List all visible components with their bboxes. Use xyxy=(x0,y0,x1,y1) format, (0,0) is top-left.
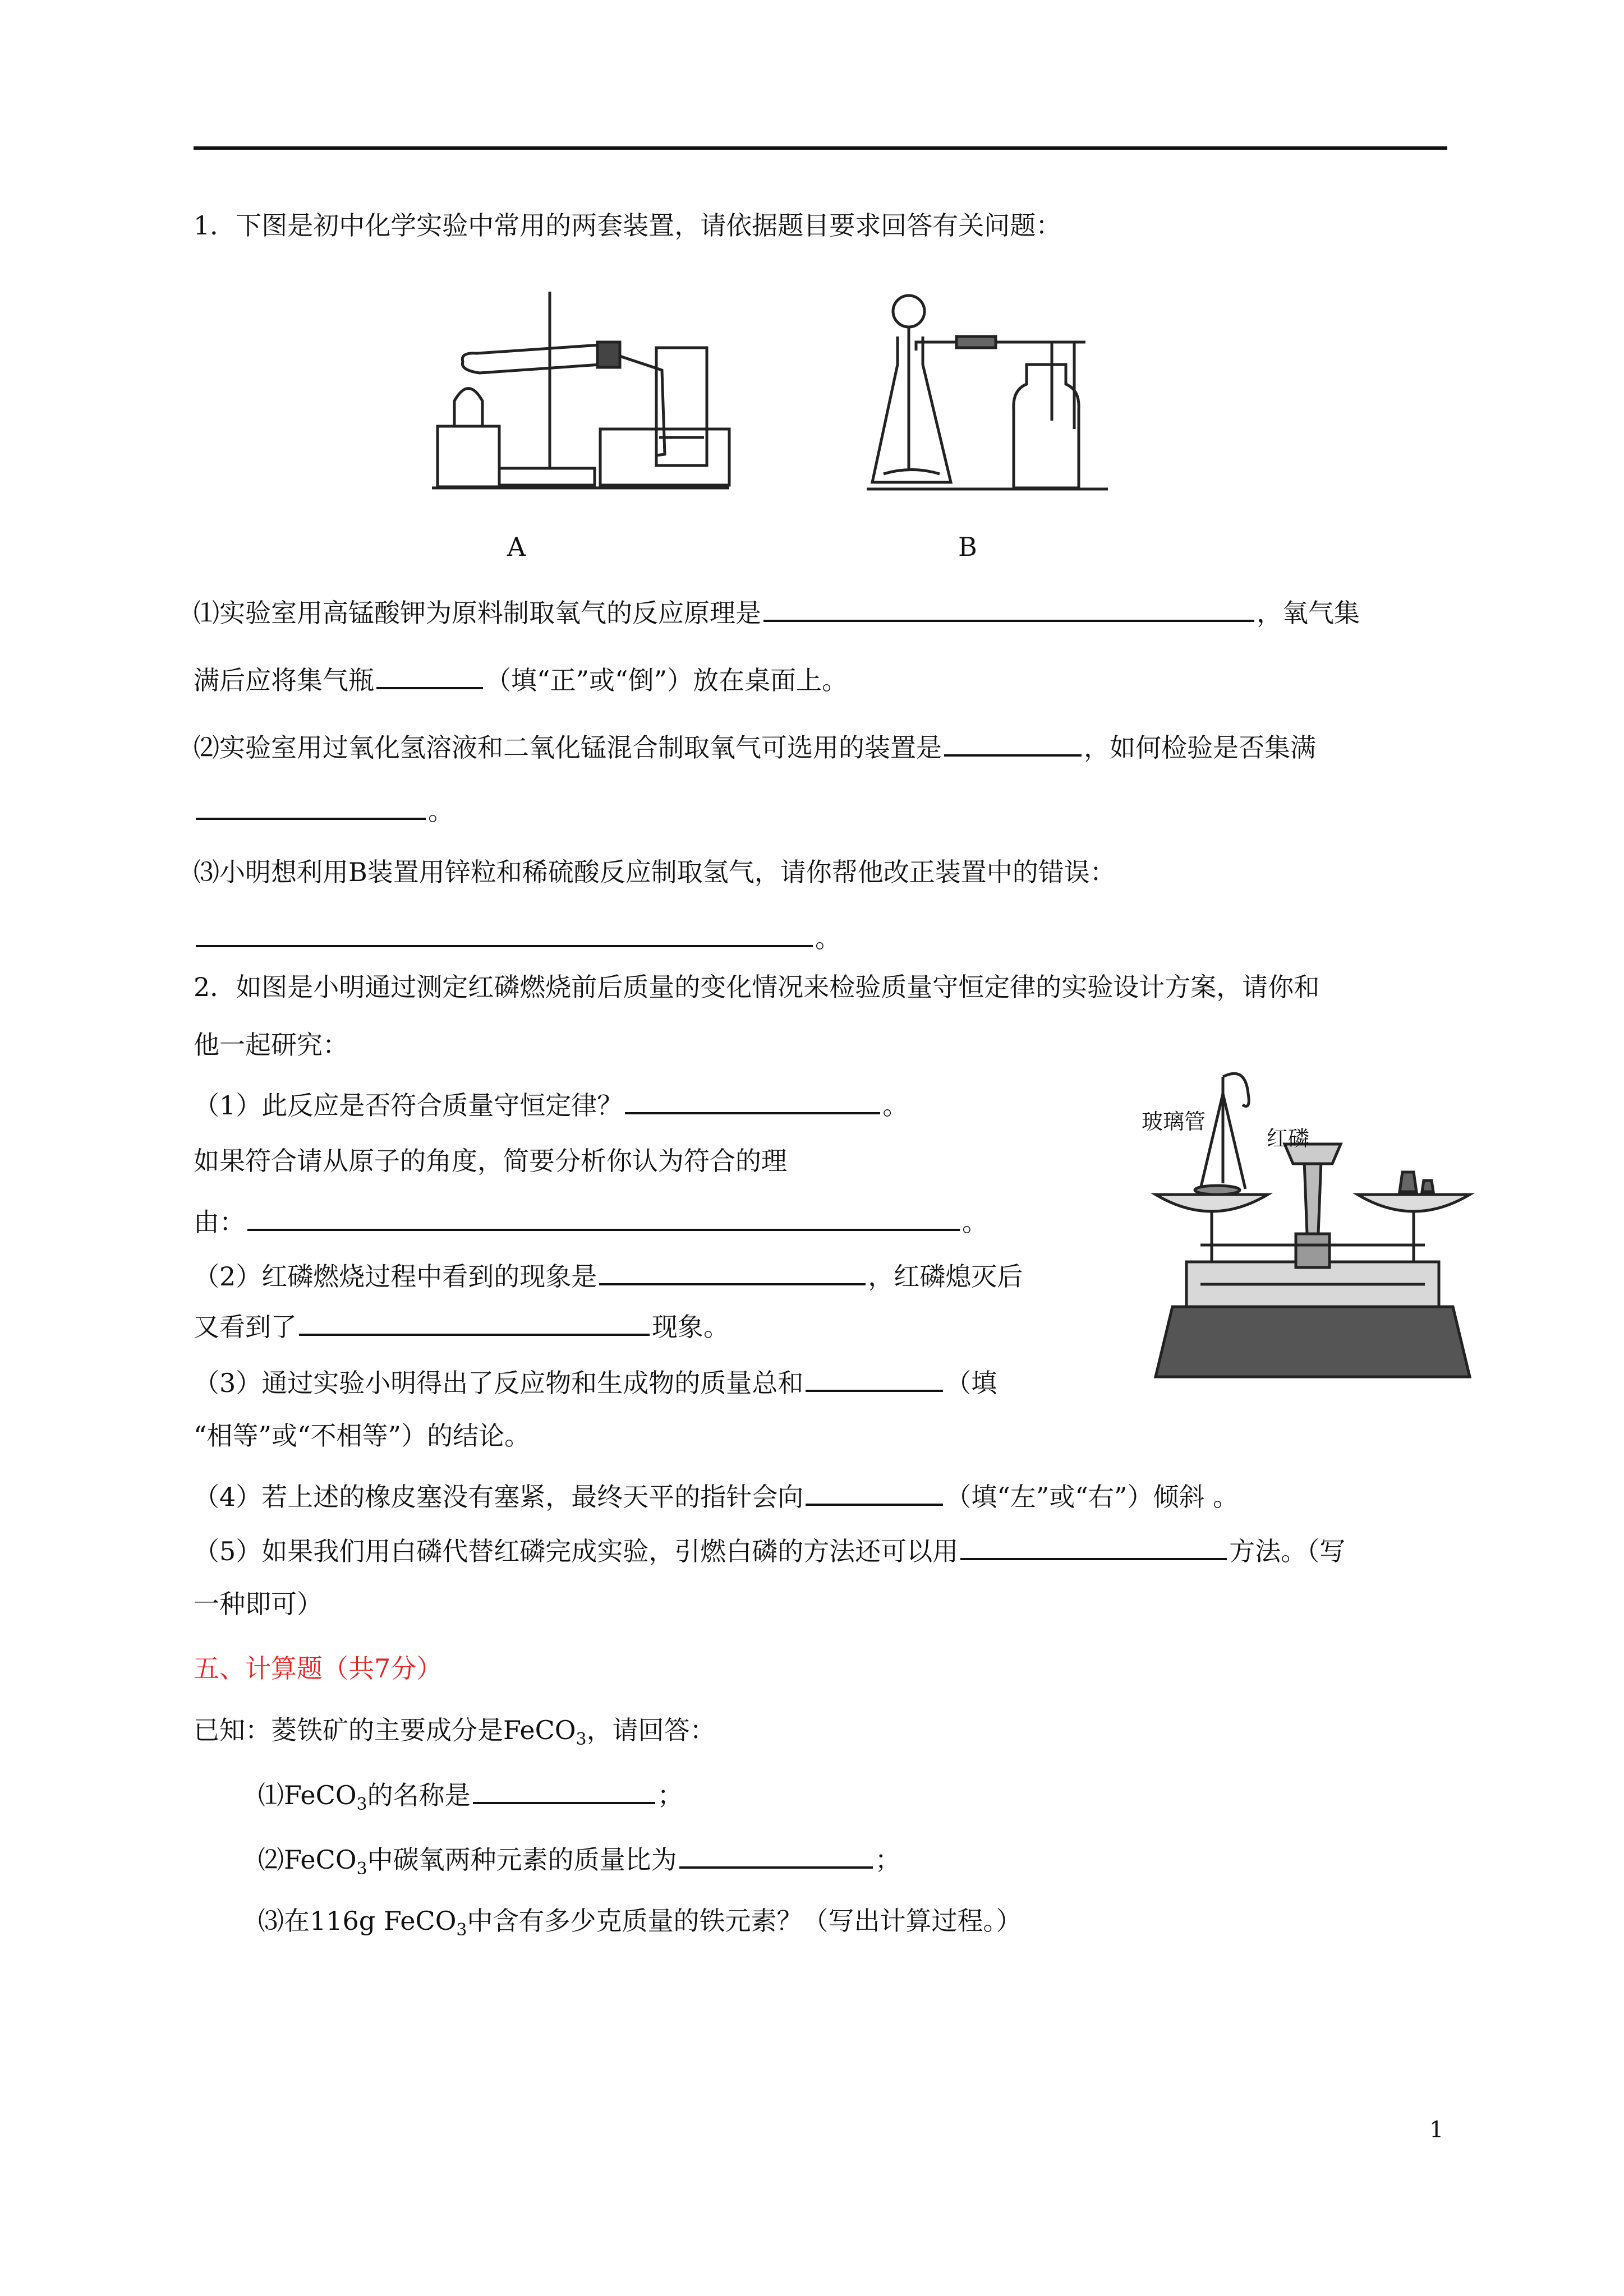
figure-a-label: A xyxy=(507,532,526,562)
q1-answer-blank-correction[interactable] xyxy=(196,918,813,947)
q2-sub1-line1: （1）此反应是否符合质量守恒定律？ 。 xyxy=(194,1085,908,1122)
apparatus-b-figure xyxy=(867,280,1114,494)
q2-sub4-line: （4）若上述的橡皮塞没有塞紧，最终天平的指针会向 （填“左”或“右”）倾斜 。 xyxy=(194,1477,1239,1514)
calc-answer-blank-mass-ratio[interactable] xyxy=(679,1839,873,1869)
section-heading: 五、计算题（共7分） xyxy=(194,1653,443,1684)
q2-answer-blank-pointer-direction[interactable] xyxy=(806,1477,943,1506)
q2-sub2-line2: 又看到了 现象。 xyxy=(194,1307,729,1344)
section5-intro: 已知：菱铁矿的主要成分是FeCO$_3$，请回答： xyxy=(194,1715,716,1749)
header-rule xyxy=(194,146,1447,150)
q2-sub3-line2: “相等”或“不相等”）的结论。 xyxy=(194,1421,531,1451)
q2-answer-blank-mass-equal[interactable] xyxy=(806,1363,943,1392)
q1-answer-blank-reaction[interactable] xyxy=(763,593,1254,622)
q2-sub5-line2: 一种即可） xyxy=(194,1589,323,1619)
q1-answer-blank-device[interactable] xyxy=(944,727,1082,757)
q2-sub2-line1: （2）红磷燃烧过程中看到的现象是 ，红磷熄灭后 xyxy=(194,1256,1023,1293)
q2-answer-blank-phenomenon-after[interactable] xyxy=(299,1307,650,1336)
label-red-phosphorus: 红磷 xyxy=(1267,1126,1310,1151)
q1-answer-blank-check-full[interactable] xyxy=(196,791,426,820)
section5-item3: ⑶在116g FeCO$_3$中含有多少克质量的铁元素？（写出计算过程。） xyxy=(258,1906,1022,1940)
calc-answer-blank-name[interactable] xyxy=(473,1775,655,1804)
figure-b-label: B xyxy=(958,532,977,562)
q2-sub5-line1: （5）如果我们用白磷代替红磷完成实验，引燃白磷的方法还可以用 方法。（写 xyxy=(194,1531,1345,1568)
q1-answer-blank-orientation[interactable] xyxy=(376,660,483,689)
q1-part2-line1: ⑵实验室用过氧化氢溶液和二氧化锰混合制取氧气可选用的装置是 ，如何检验是否集满 xyxy=(194,727,1316,764)
q1-stem: 1．下图是初中化学实验中常用的两套装置，请依据题目要求回答有关问题： xyxy=(194,210,1062,241)
q2-sub3-line1: （3）通过实验小明得出了反应物和生成物的质量总和 （填 xyxy=(194,1363,997,1400)
q2-sub1-line3: 由： 。 xyxy=(194,1202,988,1239)
section5-item1: ⑴FeCO$_3$的名称是 ； xyxy=(258,1775,683,1822)
label-glass-tube: 玻璃管 xyxy=(1142,1109,1206,1134)
q1-part1-line1: ⑴实验室用高锰酸钾为原料制取氧气的反应原理是 ，氧气集 xyxy=(194,593,1360,630)
q1-part2-line2: 。 xyxy=(194,791,454,828)
q2-answer-blank-phenomenon-burning[interactable] xyxy=(599,1256,866,1285)
q1-part3-line2: 。 xyxy=(194,918,841,955)
q2-stem-line1: 2．如图是小明通过测定红磷燃烧前后质量的变化情况来检验质量守恒定律的实验设计方案，请你和 xyxy=(194,972,1320,1002)
q1-part1-line2: 满后应将集气瓶 （填“正”或“倒”）放在桌面上。 xyxy=(194,660,848,697)
q2-answer-blank-ignite-method[interactable] xyxy=(960,1531,1227,1560)
q2-sub1-line2: 如果符合请从原子的角度，简要分析你认为符合的理 xyxy=(194,1146,787,1176)
q2-stem-line2: 他一起研究： xyxy=(194,1030,348,1060)
page-number: 1 xyxy=(1429,2117,1444,2143)
q1-part3-line1: ⑶小明想利用B装置用锌粒和稀硫酸反应制取氢气，请你帮他改正装置中的错误： xyxy=(194,857,1116,887)
q2-answer-blank-reason[interactable] xyxy=(247,1202,960,1231)
q2-answer-blank-conforms[interactable] xyxy=(625,1085,880,1114)
section5-item2: ⑵FeCO$_3$中碳氧两种元素的质量比为 ； xyxy=(258,1839,901,1886)
apparatus-a-figure xyxy=(432,280,735,494)
